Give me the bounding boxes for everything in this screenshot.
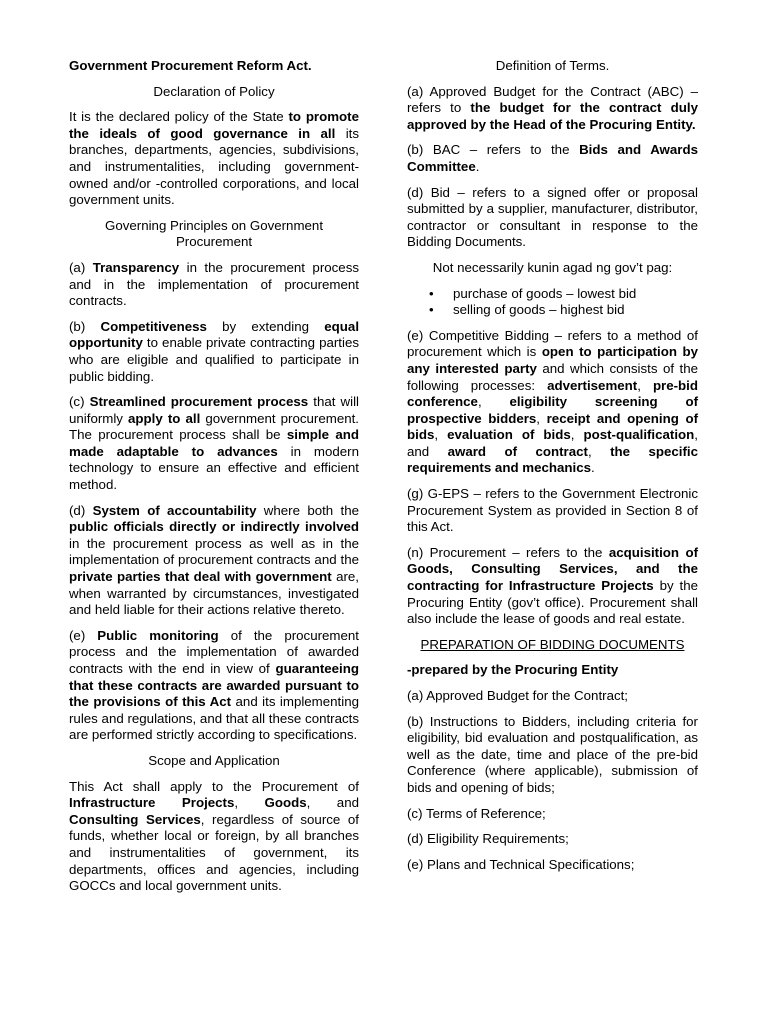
- paragraph: [69, 109, 359, 209]
- bold-text: eligibility screening of prospective bidders: [407, 394, 698, 426]
- text-run: .: [475, 158, 480, 174]
- text-run: government procurement. The procurement process shall be: [69, 410, 359, 443]
- text-run: (e) Competitive Bidding – refers to a method of procurement which is: [407, 327, 698, 360]
- bullet-item: • selling of goods – highest bid: [429, 302, 698, 319]
- bold-text: the budget for the contract duly approved by the Head of the Procuring Entity.: [407, 100, 698, 132]
- text-run: of the procurement process and the implementation of awarded contracts with the end in view of: [69, 627, 359, 676]
- bold-text: open to participation by any interested party: [407, 344, 698, 376]
- paragraph: [407, 486, 698, 536]
- paragraph: [407, 545, 698, 628]
- text-run: by extending: [206, 318, 325, 334]
- bold-text: pre-bid conference: [407, 377, 698, 410]
- text-run: its branches, departments, agencies, subdivisions, and instrumentalities, including government-owned and/or -controlled corporations, and local government units.: [69, 125, 359, 208]
- bold-text: award of contract: [447, 443, 588, 459]
- bold-text: receipt and opening of bids: [407, 410, 698, 443]
- text-run: where both the: [256, 502, 359, 518]
- bold-text: apply to all: [128, 410, 201, 426]
- text-run: in the procurement process as well as in the implementation of procurement contracts and the: [69, 535, 359, 568]
- bold-text: guaranteeing that these contracts are awarded pursuant to the provisions of this Act: [69, 661, 359, 710]
- bold-text: Infrastructure Projects: [69, 795, 235, 811]
- paragraph: [69, 628, 359, 744]
- text-run: Definition of Terms.: [495, 58, 610, 73]
- text-run: , and: [407, 427, 698, 459]
- paragraph: [69, 503, 359, 619]
- text-run: in modern technology to ensure an effective and efficient method.: [69, 443, 360, 493]
- paragraph: [407, 806, 698, 823]
- bold-text: the specific requirements and mechanics: [407, 443, 698, 476]
- text-run: (a) Approved Budget for the Contract (ABC) – refers to: [407, 83, 698, 116]
- text-run: Not necessarily kunin agad ng gov’t pag:: [432, 259, 673, 275]
- text-run: ,: [587, 443, 611, 459]
- bold-text: Bids and Awards Committee: [407, 142, 698, 174]
- text-run: PREPARATION OF BIDDING DOCUMENTS: [420, 636, 685, 652]
- text-run: and which consists of the following processes:: [407, 360, 698, 393]
- bold-text: simple and made adaptable to advances: [69, 427, 359, 459]
- text-run: (d) Bid – refers to a signed offer or proposal submitted by a supplier, manufacturer, distributor, contractor or consultant in response to the Bidding Documents.: [407, 184, 698, 250]
- paragraph: [69, 779, 359, 895]
- text-run: are, when warranted by circumstances, investigated and held liable for their actions relative thereto.: [69, 569, 359, 618]
- text-run: Declaration of Policy: [153, 83, 275, 99]
- bold-text: evaluation of bids: [447, 427, 571, 443]
- text-run: (c) Terms of Reference;: [407, 805, 546, 821]
- section-heading: [69, 218, 359, 251]
- paragraph: [407, 185, 698, 251]
- text-run: (b) BAC – refers to the: [407, 142, 580, 158]
- paragraph: [407, 84, 698, 134]
- section-heading: [407, 58, 698, 75]
- text-run: Scope and Application: [148, 752, 280, 768]
- text-run: Governing Principles on Government Procurement: [104, 217, 324, 250]
- text-run: ,: [234, 795, 265, 811]
- text-run: ,: [637, 377, 653, 393]
- text-run: ,: [570, 427, 584, 443]
- bold-text: -prepared by the Procuring Entity: [407, 662, 619, 678]
- paragraph: [407, 328, 698, 477]
- bold-text: Goods: [264, 795, 307, 811]
- bold-text: Public monitoring: [97, 627, 219, 643]
- bold-text: post-qualification: [583, 427, 695, 443]
- text-run: by the Procuring Entity (gov’t office). Procurement shall also include the lease of goods and real estate.: [407, 578, 698, 627]
- text-run: (e) Plans and Technical Specifications;: [407, 856, 635, 872]
- text-run: and its implementing rules and regulations, and that all these contracts are performed strictly according to specifications.: [69, 694, 359, 743]
- section-heading: [407, 637, 698, 654]
- text-run: (d): [69, 502, 93, 518]
- text-run: (c): [69, 394, 90, 410]
- bold-text: Streamlined procurement process: [89, 394, 309, 410]
- bold-text: acquisition of Goods, Consulting Services, and the contracting for Infrastructure Projects: [407, 544, 698, 594]
- text-run: (b): [69, 318, 101, 334]
- left-column: [69, 58, 359, 904]
- section-heading: [69, 84, 359, 101]
- bold-text: System of accountability: [92, 502, 257, 518]
- paragraph: [407, 857, 698, 874]
- bullet-item: • purchase of goods – lowest bid: [429, 286, 698, 303]
- bold-text: equal opportunity: [69, 318, 360, 351]
- text-run: in the procurement process and in the implementation of procurement contracts.: [69, 259, 359, 309]
- paragraph: [69, 260, 359, 310]
- text-run: (b) Instructions to Bidders, including criteria for eligibility, bid evaluation and postqualification, as well as the date, time and place of the pre-bid Conference (where applicable), submission of bids and opening of bids;: [407, 713, 698, 795]
- text-run: (n) Procurement – refers to the: [407, 544, 609, 560]
- text-run: (a): [69, 259, 93, 275]
- paragraph: [407, 714, 698, 797]
- text-run: to enable private contracting parties who are eligible and qualified to participate in public bidding.: [69, 335, 359, 384]
- paragraph: [407, 831, 698, 848]
- text-run: (a) Approved Budget for the Contract;: [407, 688, 629, 703]
- paragraph: [69, 58, 359, 75]
- text-run: ,: [477, 394, 510, 410]
- text-run: , regardless of source of funds, whether local or foreign, by all branches and instrumentalities of government, its departments, offices and agencies, including GOCCs and local government units.: [69, 811, 359, 894]
- paragraph: [69, 319, 359, 385]
- bullet-list: [407, 286, 698, 319]
- text-run: , and: [306, 795, 359, 811]
- paragraph: [407, 662, 698, 679]
- paragraph: [407, 142, 698, 175]
- paragraph: [407, 688, 698, 705]
- bold-text: public officials directly or indirectly involved: [69, 519, 359, 535]
- text-run: (d) Eligibility Requirements;: [407, 831, 569, 847]
- text-run: ,: [536, 410, 547, 426]
- bold-text: Government Procurement Reform Act.: [69, 58, 312, 73]
- right-column: [407, 58, 698, 882]
- text-run: .: [591, 460, 595, 476]
- bold-text: Transparency: [92, 259, 180, 275]
- paragraph: [69, 394, 359, 494]
- section-heading: [407, 260, 698, 277]
- text-run: (g) G-EPS – refers to the Government Electronic Procurement System as provided in Section 8 of this Act.: [407, 486, 698, 535]
- bold-text: Consulting Services: [69, 811, 201, 827]
- text-run: that will uniformly: [69, 394, 359, 426]
- bold-text: Competitiveness: [100, 318, 207, 334]
- text-run: ,: [434, 427, 448, 443]
- section-heading: [69, 753, 359, 770]
- bold-text: advertisement: [547, 377, 638, 393]
- bold-text: to promote the ideals of good governance in all: [69, 109, 360, 141]
- text-run: (e): [69, 627, 98, 643]
- text-run: It is the declared policy of the State: [69, 109, 289, 125]
- bold-text: private parties that deal with government: [69, 569, 332, 585]
- text-run: This Act shall apply to the Procurement of: [69, 778, 359, 794]
